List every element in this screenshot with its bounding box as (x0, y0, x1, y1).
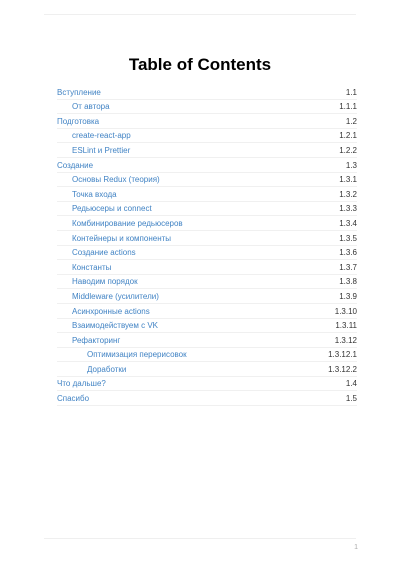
toc-entry[interactable] (57, 348, 357, 363)
toc-entry[interactable] (57, 289, 357, 304)
toc-entry-label[interactable]: Middleware (усилители) (72, 291, 159, 301)
toc-entry-number: 1.3.11 (335, 321, 357, 331)
toc-entry-number: 1.1 (345, 87, 357, 97)
toc-entry-label[interactable]: Контейнеры и компоненты (72, 233, 172, 243)
page-number: 1 (354, 544, 358, 551)
toc-entry-label[interactable]: Доработки (87, 364, 127, 374)
toc-entry-number: 1.3.1 (339, 175, 357, 185)
toc-entry[interactable] (57, 100, 357, 115)
toc-entry[interactable] (57, 391, 357, 406)
toc-entry-number: 1.2 (345, 116, 357, 126)
toc-entry[interactable] (57, 187, 357, 202)
toc-entry-number: 1.3.9 (339, 291, 357, 301)
toc-entry-label[interactable]: Рефакторинг (72, 335, 121, 345)
toc-entry[interactable] (57, 158, 357, 173)
toc-entry[interactable] (57, 143, 357, 158)
toc-entry-label[interactable]: Редьюсеры и connect (72, 204, 152, 214)
toc-entry-label[interactable]: Точка входа (72, 189, 117, 199)
toc-entry-number: 1.3.12.2 (328, 364, 357, 374)
toc-entry-number: 1.3.8 (339, 277, 357, 287)
toc-entry[interactable] (57, 275, 357, 290)
toc-entry-label[interactable]: Асинхронные actions (72, 306, 150, 316)
toc-entry-label[interactable]: Взаимодействуем с VK (72, 321, 158, 331)
toc-entry-number: 1.3 (345, 160, 357, 170)
toc-entry[interactable] (57, 85, 357, 100)
toc-entry-number: 1.5 (345, 394, 357, 404)
toc-entry-number: 1.3.12.1 (328, 350, 357, 360)
toc-entry-number: 1.3.6 (339, 248, 357, 258)
table-of-contents (57, 85, 357, 406)
toc-entry-number: 1.3.12 (334, 335, 357, 345)
toc-entry[interactable] (57, 319, 357, 334)
toc-entry-label[interactable]: Оптимизация перерисовок (87, 350, 187, 360)
toc-entry-label[interactable]: Основы Redux (теория) (72, 175, 160, 185)
toc-entry-number: 1.3.10 (334, 306, 357, 316)
toc-entry-label[interactable]: Вступление (57, 87, 101, 97)
toc-entry[interactable] (57, 173, 357, 188)
toc-entry[interactable] (57, 304, 357, 319)
toc-entry[interactable] (57, 129, 357, 144)
toc-entry-number: 1.3.4 (339, 218, 357, 228)
toc-entry[interactable] (57, 246, 357, 261)
page-title: Table of Contents (128, 55, 272, 74)
toc-entry-number: 1.4 (345, 379, 357, 389)
toc-entry[interactable] (57, 377, 357, 392)
toc-entry[interactable] (57, 231, 357, 246)
toc-entry-number: 1.2.2 (339, 145, 357, 155)
toc-entry-label[interactable]: Создание (57, 160, 94, 170)
toc-entry[interactable] (57, 114, 357, 129)
toc-entry-number: 1.3.2 (339, 189, 357, 199)
toc-entry-label[interactable]: Константы (72, 262, 112, 272)
toc-entry-number: 1.1.1 (339, 102, 357, 112)
toc-entry[interactable] (57, 216, 357, 231)
toc-entry[interactable] (57, 362, 357, 377)
toc-entry[interactable] (57, 333, 357, 348)
toc-entry-label[interactable]: Подготовка (57, 116, 100, 126)
toc-entry-label[interactable]: Что дальше? (57, 379, 106, 389)
toc-entry-label[interactable]: Комбинирование редьюсеров (72, 218, 183, 228)
top-divider (44, 14, 356, 15)
toc-entry[interactable] (57, 202, 357, 217)
toc-entry-label[interactable]: От автора (72, 102, 110, 112)
toc-entry-label[interactable]: Спасибо (57, 394, 90, 404)
toc-entry-number: 1.2.1 (339, 131, 357, 141)
toc-entry-number: 1.3.5 (339, 233, 357, 243)
toc-entry-label[interactable]: ESLint и Prettier (72, 145, 131, 155)
toc-entry-number: 1.3.7 (339, 262, 357, 272)
toc-entry-label[interactable]: Создание actions (72, 248, 136, 258)
toc-entry-label[interactable]: Наводим порядок (72, 277, 138, 287)
toc-entry[interactable] (57, 260, 357, 275)
toc-entry-number: 1.3.3 (339, 204, 357, 214)
bottom-divider (44, 538, 356, 539)
toc-entry-label[interactable]: create-react-app (72, 131, 131, 141)
